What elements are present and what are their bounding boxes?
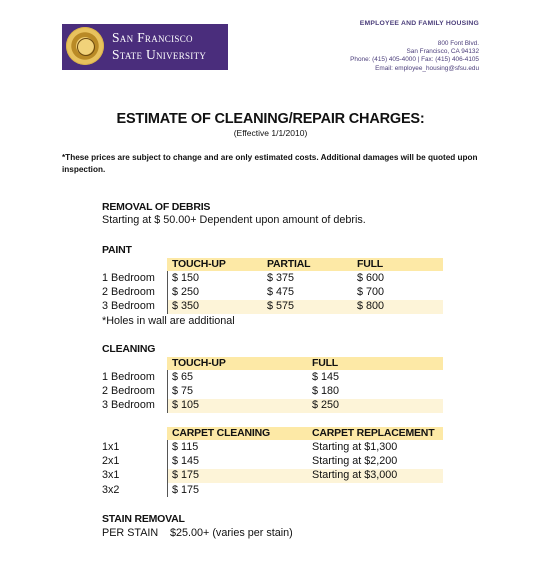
cleaning-row-label: 3 Bedroom <box>102 399 155 411</box>
cleaning-col-touchup: TOUCH-UP <box>172 357 226 369</box>
paint-col-full: FULL <box>357 258 384 270</box>
page-title: ESTIMATE OF CLEANING/REPAIR CHARGES: <box>116 111 425 127</box>
paint-cell: $ 375 <box>267 272 295 284</box>
email-address: Email: employee_housing@sfsu.edu <box>375 65 479 72</box>
cleaning-cell: $ 105 <box>172 399 200 411</box>
carpet-row-label: 1x1 <box>102 441 120 453</box>
logo-university-line1: San Francisco <box>112 30 193 45</box>
paint-divider <box>167 271 168 314</box>
carpet-row-label: 2x1 <box>102 455 120 467</box>
university-logo <box>62 24 228 70</box>
carpet-col-replacement: CARPET REPLACEMENT <box>312 427 435 439</box>
department-name: EMPLOYEE AND FAMILY HOUSING <box>359 20 479 27</box>
logo-university-line2: State University <box>112 47 207 62</box>
debris-heading: REMOVAL OF DEBRIS <box>102 201 211 213</box>
paint-cell: $ 150 <box>172 272 200 284</box>
cleaning-cell: $ 250 <box>312 399 340 411</box>
carpet-cell: Starting at $1,300 <box>312 441 398 453</box>
paint-cell: $ 575 <box>267 300 295 312</box>
paint-cell: $ 475 <box>267 286 295 298</box>
stain-price: $25.00+ (varies per stain) <box>170 527 293 539</box>
carpet-cell: $ 115 <box>172 441 199 453</box>
carpet-cell: $ 175 <box>172 484 200 496</box>
carpet-cell: Starting at $3,000 <box>312 469 398 481</box>
cleaning-divider <box>167 370 168 413</box>
carpet-row-band <box>167 469 443 483</box>
paint-cell: $ 250 <box>172 286 200 298</box>
paint-col-partial: PARTIAL <box>267 258 311 270</box>
carpet-cell: Starting at $2,200 <box>312 455 398 467</box>
address-line1: 800 Font Blvd. <box>437 40 479 47</box>
paint-heading: PAINT <box>102 244 132 256</box>
carpet-row-label: 3x2 <box>102 484 120 496</box>
phone-fax: Phone: (415) 405-4000 | Fax: (415) 406-4105 <box>350 56 479 63</box>
paint-cell: $ 700 <box>357 286 385 298</box>
address-line2: San Francisco, CA 94132 <box>406 48 479 55</box>
cleaning-row-label: 1 Bedroom <box>102 371 155 383</box>
paint-row-label: 2 Bedroom <box>102 286 155 298</box>
paint-cell: $ 600 <box>357 272 385 284</box>
paint-cell: $ 350 <box>172 300 200 312</box>
stain-label: PER STAIN <box>102 527 159 539</box>
carpet-divider <box>167 440 168 497</box>
carpet-row-label: 3x1 <box>102 469 120 481</box>
stain-heading: STAIN REMOVAL <box>102 513 185 525</box>
cleaning-cell: $ 145 <box>312 371 340 383</box>
carpet-cell: $ 175 <box>172 469 200 481</box>
cleaning-row-label: 2 Bedroom <box>102 385 155 397</box>
debris-text: Starting at $ 50.00+ Dependent upon amount of debris. <box>102 214 366 226</box>
cleaning-heading: CLEANING <box>102 343 156 355</box>
carpet-cell: $ 145 <box>172 455 200 467</box>
paint-row-label: 3 Bedroom <box>102 300 155 312</box>
cleaning-cell: $ 75 <box>172 385 194 397</box>
disclaimer-note: *These prices are subject to change and are only estimated costs. Additional damages will be quoted upon inspection. <box>62 153 478 174</box>
paint-note: *Holes in wall are additional <box>102 315 235 327</box>
paint-cell: $ 800 <box>357 300 385 312</box>
carpet-col-cleaning: CARPET CLEANING <box>172 427 270 439</box>
paint-row-label: 1 Bedroom <box>102 272 155 284</box>
cleaning-row-band <box>167 399 443 413</box>
paint-col-touchup: TOUCH-UP <box>172 258 226 270</box>
cleaning-cell: $ 65 <box>172 371 194 383</box>
effective-date: (Effective 1/1/2010) <box>233 128 308 138</box>
cleaning-cell: $ 180 <box>312 385 340 397</box>
cleaning-col-full: FULL <box>312 357 339 369</box>
university-seal-icon <box>66 27 104 65</box>
paint-row-band <box>167 300 443 314</box>
